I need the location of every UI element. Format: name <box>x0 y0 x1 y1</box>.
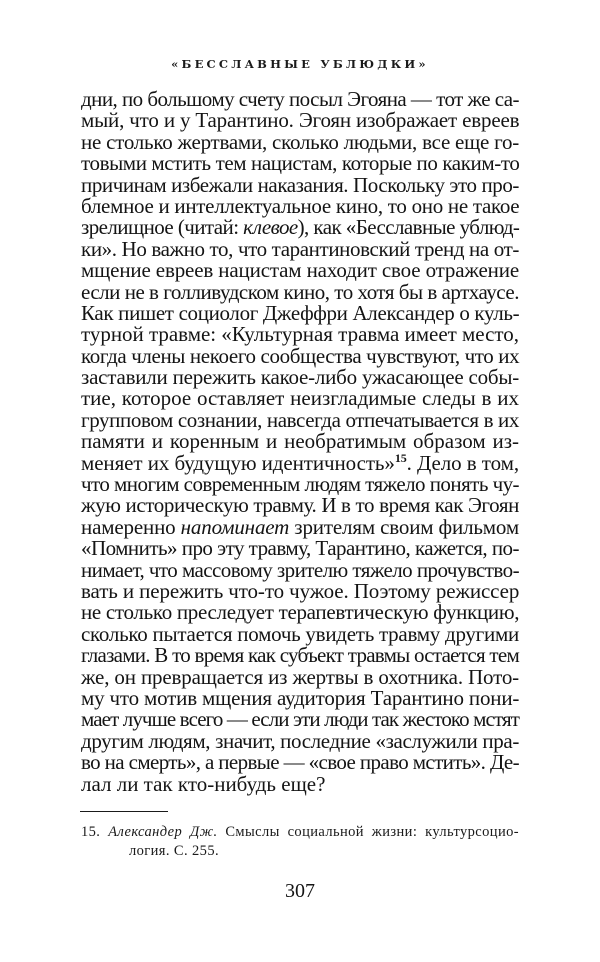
text-segment: намеренно <box>81 514 181 539</box>
text-segment: сколько пытается помочь увидеть травму другими <box>81 621 519 646</box>
text-segment: мщение евреев нацистам находит свое отражение <box>81 258 519 283</box>
text-line <box>81 343 520 368</box>
text-line <box>81 217 519 238</box>
text-segment: му что мотив мщения аудитория Тарантино пони- <box>81 685 520 710</box>
text-line <box>81 538 519 559</box>
text-line <box>81 752 519 773</box>
text-segment: «Помнить» про эту травму, Тарантино, кажется, по- <box>81 536 519 561</box>
text-line <box>81 645 519 666</box>
footnote-title: Смыслы социальной жизни: культурсоцио- <box>217 824 519 840</box>
text-segment: не столько преследует терапевтическую функцию, <box>81 600 520 625</box>
text-segment: во на смерть», а первые — «свое право мстить». Де- <box>81 750 519 775</box>
text-segment: блемное и интеллектуальное кино, то оно не такое <box>81 193 520 218</box>
text-line <box>81 450 519 475</box>
text-line <box>81 279 519 304</box>
text-line <box>81 557 519 582</box>
text-segment: же, он превращается из жертвы в охотника. Пото- <box>81 664 519 689</box>
text-line <box>81 474 519 495</box>
text-line <box>81 431 519 452</box>
text-segment: нимает, что массовому зрителю тяжело прочувство- <box>81 557 519 582</box>
text-line <box>81 236 519 261</box>
text-line <box>81 771 519 796</box>
footnote-reference[interactable]: 15 <box>394 450 407 465</box>
text-segment: жую историческую травму. И в то время как Эгоян <box>81 493 519 518</box>
text-line <box>81 388 519 409</box>
text-line <box>81 367 519 388</box>
text-line <box>81 324 519 345</box>
footnote-author: Александер Дж. <box>108 824 218 840</box>
text-segment: зрителям своим фильмом <box>289 514 519 539</box>
text-line <box>81 621 519 646</box>
text-line <box>81 495 519 516</box>
text-segment: памяти и коренным и необратимым образом из- <box>81 429 519 454</box>
text-segment: если не в голливудском кино, то хотя бы в артхаусе. <box>81 279 519 304</box>
text-line <box>81 110 519 131</box>
running-head: «БЕССЛАВНЫЕ УБЛЮДКИ» <box>171 57 429 71</box>
text-segment: групповом сознании, навсегда отпечатывается в их <box>81 407 519 432</box>
text-segment: товыми мстить тем нацистам, которые по каким-то <box>81 151 520 176</box>
text-line <box>81 407 519 432</box>
body-text <box>81 89 519 795</box>
emphasis-text: клевое <box>243 215 298 240</box>
footnote-15 <box>81 823 519 861</box>
text-segment: ), как «Бесславные ублюд- <box>297 215 520 240</box>
text-line <box>81 300 520 325</box>
text-line <box>81 129 519 154</box>
text-segment: не столько жертвами, сколько людьми, все еще го- <box>81 129 519 154</box>
text-line <box>81 602 519 623</box>
text-line <box>81 89 519 110</box>
page-number: 307 <box>285 880 315 902</box>
text-segment: тие, которое оставляет неизгладимые следы в их <box>81 386 519 411</box>
text-line <box>81 664 519 689</box>
text-segment: лал ли так кто-нибудь еще? <box>81 771 326 796</box>
text-line <box>81 260 519 281</box>
text-segment: заставили пережить какое-либо ужасающее собы- <box>81 365 519 390</box>
text-segment: . Дело в том, <box>406 450 519 475</box>
footnote-line-1 <box>81 823 519 842</box>
text-line <box>81 193 520 218</box>
text-segment: Как пишет социолог Джеффри Александер о куль- <box>81 300 520 325</box>
text-segment: мает лучше всего — если эти люди так жестоко мстят <box>81 707 519 732</box>
text-segment: что многим современным людям тяжело понять чу- <box>81 472 519 497</box>
text-segment: мый, что и у Тарантино. Эгоян изображает евреев <box>81 108 520 133</box>
text-segment: дни, по большому счету посыл Эгояна — тот же са- <box>81 87 519 111</box>
text-segment: другим людям, значит, последние «заслужили пра- <box>81 728 519 753</box>
text-segment: зрелищное (читай: <box>81 215 244 240</box>
text-segment: турной травме: «Культурная травма имеет место, <box>81 322 519 347</box>
emphasis-text: напоминает <box>180 514 290 539</box>
text-line <box>81 709 519 730</box>
footnote-line-2: логия. С. 255. <box>129 843 220 859</box>
footnote-number: 15. <box>81 824 101 840</box>
text-segment: ки». Но важно то, что тарантиновский тренд на от- <box>81 236 519 261</box>
text-segment: меняет их будущую идентичность» <box>81 450 395 475</box>
text-segment: глазами. В то время как субъект травмы остается тем <box>81 643 519 668</box>
text-line <box>81 728 519 753</box>
text-line <box>81 578 520 603</box>
text-segment: вать и пережить что-то чужое. Поэтому режиссер <box>81 578 520 603</box>
text-line <box>81 685 520 710</box>
text-segment: когда члены некоего сообщества чувствуют, что их <box>81 343 520 368</box>
text-line <box>81 172 519 197</box>
text-line <box>81 514 519 539</box>
text-segment: причинам избежали наказания. Поскольку это про- <box>81 172 519 197</box>
footnote-divider <box>80 811 168 812</box>
text-line <box>81 153 519 174</box>
